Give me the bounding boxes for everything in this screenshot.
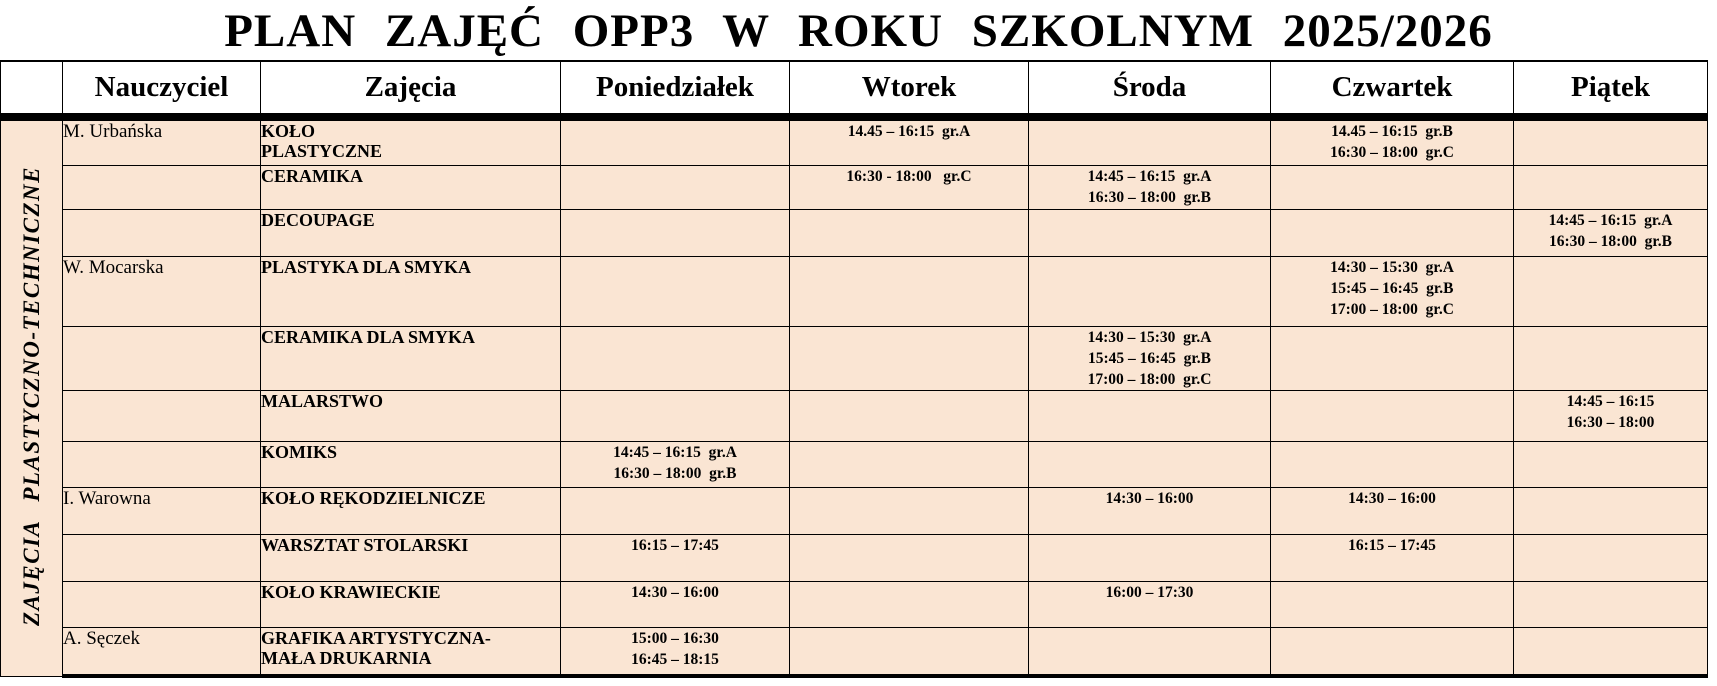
cell-tuesday: 16:30 - 18:00 gr.C [790, 165, 1029, 209]
cell-friday [1514, 326, 1708, 390]
cell-friday [1514, 534, 1708, 581]
cell-wednesday [1029, 390, 1271, 441]
cell-wednesday [1029, 209, 1271, 256]
cell-thursday: 16:15 – 17:45 [1271, 534, 1514, 581]
table-row [1, 390, 1708, 441]
cell-friday [1514, 581, 1708, 627]
cell-friday [1514, 165, 1708, 209]
cell-thursday [1271, 390, 1514, 441]
activity-cell: KOŁO RĘKODZIELNICZE [261, 487, 561, 534]
cell-tuesday [790, 326, 1029, 390]
cell-tuesday: 14.45 – 16:15 gr.A [790, 117, 1029, 165]
cell-thursday [1271, 326, 1514, 390]
cell-monday [561, 256, 790, 326]
teacher-cell: W. Mocarska [63, 256, 261, 326]
teacher-cell [63, 390, 261, 441]
cell-friday [1514, 117, 1708, 165]
cell-tuesday [790, 441, 1029, 487]
teacher-cell: A. Sęczek [63, 627, 261, 676]
cell-monday [561, 390, 790, 441]
cell-thursday: 14.45 – 16:15 gr.B 16:30 – 18:00 gr.C [1271, 117, 1514, 165]
cell-thursday [1271, 581, 1514, 627]
cell-friday [1514, 627, 1708, 676]
cell-wednesday: 14:30 – 15:30 gr.A 15:45 – 16:45 gr.B 17:00 – 18:00 gr.C [1029, 326, 1271, 390]
table-row [1, 256, 1708, 326]
cell-friday [1514, 441, 1708, 487]
page-title: PLAN ZAJĘĆ OPP3 W ROKU SZKOLNYM 2025/2026 [224, 5, 1493, 57]
schedule-table [0, 60, 1708, 678]
activity-cell: WARSZTAT STOLARSKI [261, 534, 561, 581]
cell-monday: 14:45 – 16:15 gr.A 16:30 – 18:00 gr.B [561, 441, 790, 487]
cell-monday: 14:30 – 16:00 [561, 581, 790, 627]
cell-friday [1514, 487, 1708, 534]
cell-tuesday [790, 390, 1029, 441]
table-row [1, 326, 1708, 390]
teacher-cell [63, 326, 261, 390]
section-side-label [1, 117, 63, 676]
teacher-cell: M. Urbańska [63, 117, 261, 165]
cell-monday [561, 165, 790, 209]
activity-cell: KOŁO KRAWIECKIE [261, 581, 561, 627]
cell-thursday: 14:30 – 16:00 [1271, 487, 1514, 534]
teacher-cell [63, 165, 261, 209]
cell-monday [561, 487, 790, 534]
cell-wednesday [1029, 627, 1271, 676]
cell-monday: 16:15 – 17:45 [561, 534, 790, 581]
cell-tuesday [790, 534, 1029, 581]
cell-tuesday [790, 487, 1029, 534]
header-day-monday: Poniedziałek [561, 61, 790, 117]
cell-friday: 14:45 – 16:15 gr.A 16:30 – 18:00 gr.B [1514, 209, 1708, 256]
teacher-cell [63, 209, 261, 256]
cell-wednesday: 16:00 – 17:30 [1029, 581, 1271, 627]
header-activity: Zajęcia [261, 61, 561, 117]
cell-wednesday [1029, 256, 1271, 326]
table-row [1, 209, 1708, 256]
teacher-cell [63, 441, 261, 487]
cell-monday [561, 117, 790, 165]
side-label-text: ZAJĘCIA PLASTYCZNO-TECHNICZNE [18, 165, 44, 626]
cell-thursday [1271, 209, 1514, 256]
cell-thursday: 14:30 – 15:30 gr.A 15:45 – 16:45 gr.B 17:00 – 18:00 gr.C [1271, 256, 1514, 326]
table-row [1, 117, 1708, 165]
cell-thursday [1271, 165, 1514, 209]
cell-wednesday: 14:45 – 16:15 gr.A 16:30 – 18:00 gr.B [1029, 165, 1271, 209]
table-row [1, 534, 1708, 581]
cell-monday: 15:00 – 16:30 16:45 – 18:15 [561, 627, 790, 676]
cell-tuesday [790, 581, 1029, 627]
activity-cell: KOŁO PLASTYCZNE [261, 117, 561, 165]
activity-cell: CERAMIKA [261, 165, 561, 209]
activity-cell: GRAFIKA ARTYSTYCZNA- MAŁA DRUKARNIA [261, 627, 561, 676]
cell-monday [561, 326, 790, 390]
cell-friday [1514, 256, 1708, 326]
cell-thursday [1271, 627, 1514, 676]
table-row [1, 581, 1708, 627]
header-day-friday: Piątek [1514, 61, 1708, 117]
header-teacher: Nauczyciel [63, 61, 261, 117]
activity-cell: PLASTYKA DLA SMYKA [261, 256, 561, 326]
teacher-cell [63, 534, 261, 581]
header-day-thursday: Czwartek [1271, 61, 1514, 117]
cell-tuesday [790, 627, 1029, 676]
cell-wednesday: 14:30 – 16:00 [1029, 487, 1271, 534]
activity-cell: KOMIKS [261, 441, 561, 487]
cell-tuesday [790, 256, 1029, 326]
cell-wednesday [1029, 117, 1271, 165]
teacher-cell: I. Warowna [63, 487, 261, 534]
cell-monday [561, 209, 790, 256]
table-header-row [1, 61, 1708, 117]
activity-cell: MALARSTWO [261, 390, 561, 441]
cell-thursday [1271, 441, 1514, 487]
header-corner-cell [1, 61, 63, 117]
cell-friday: 14:45 – 16:15 16:30 – 18:00 [1514, 390, 1708, 441]
cell-wednesday [1029, 441, 1271, 487]
teacher-cell [63, 581, 261, 627]
header-day-wednesday: Środa [1029, 61, 1271, 117]
cell-wednesday [1029, 534, 1271, 581]
table-row [1, 441, 1708, 487]
table-row [1, 165, 1708, 209]
table-row [1, 487, 1708, 534]
table-row [1, 627, 1708, 676]
cell-tuesday [790, 209, 1029, 256]
activity-cell: DECOUPAGE [261, 209, 561, 256]
activity-cell: CERAMIKA DLA SMYKA [261, 326, 561, 390]
header-day-tuesday: Wtorek [790, 61, 1029, 117]
